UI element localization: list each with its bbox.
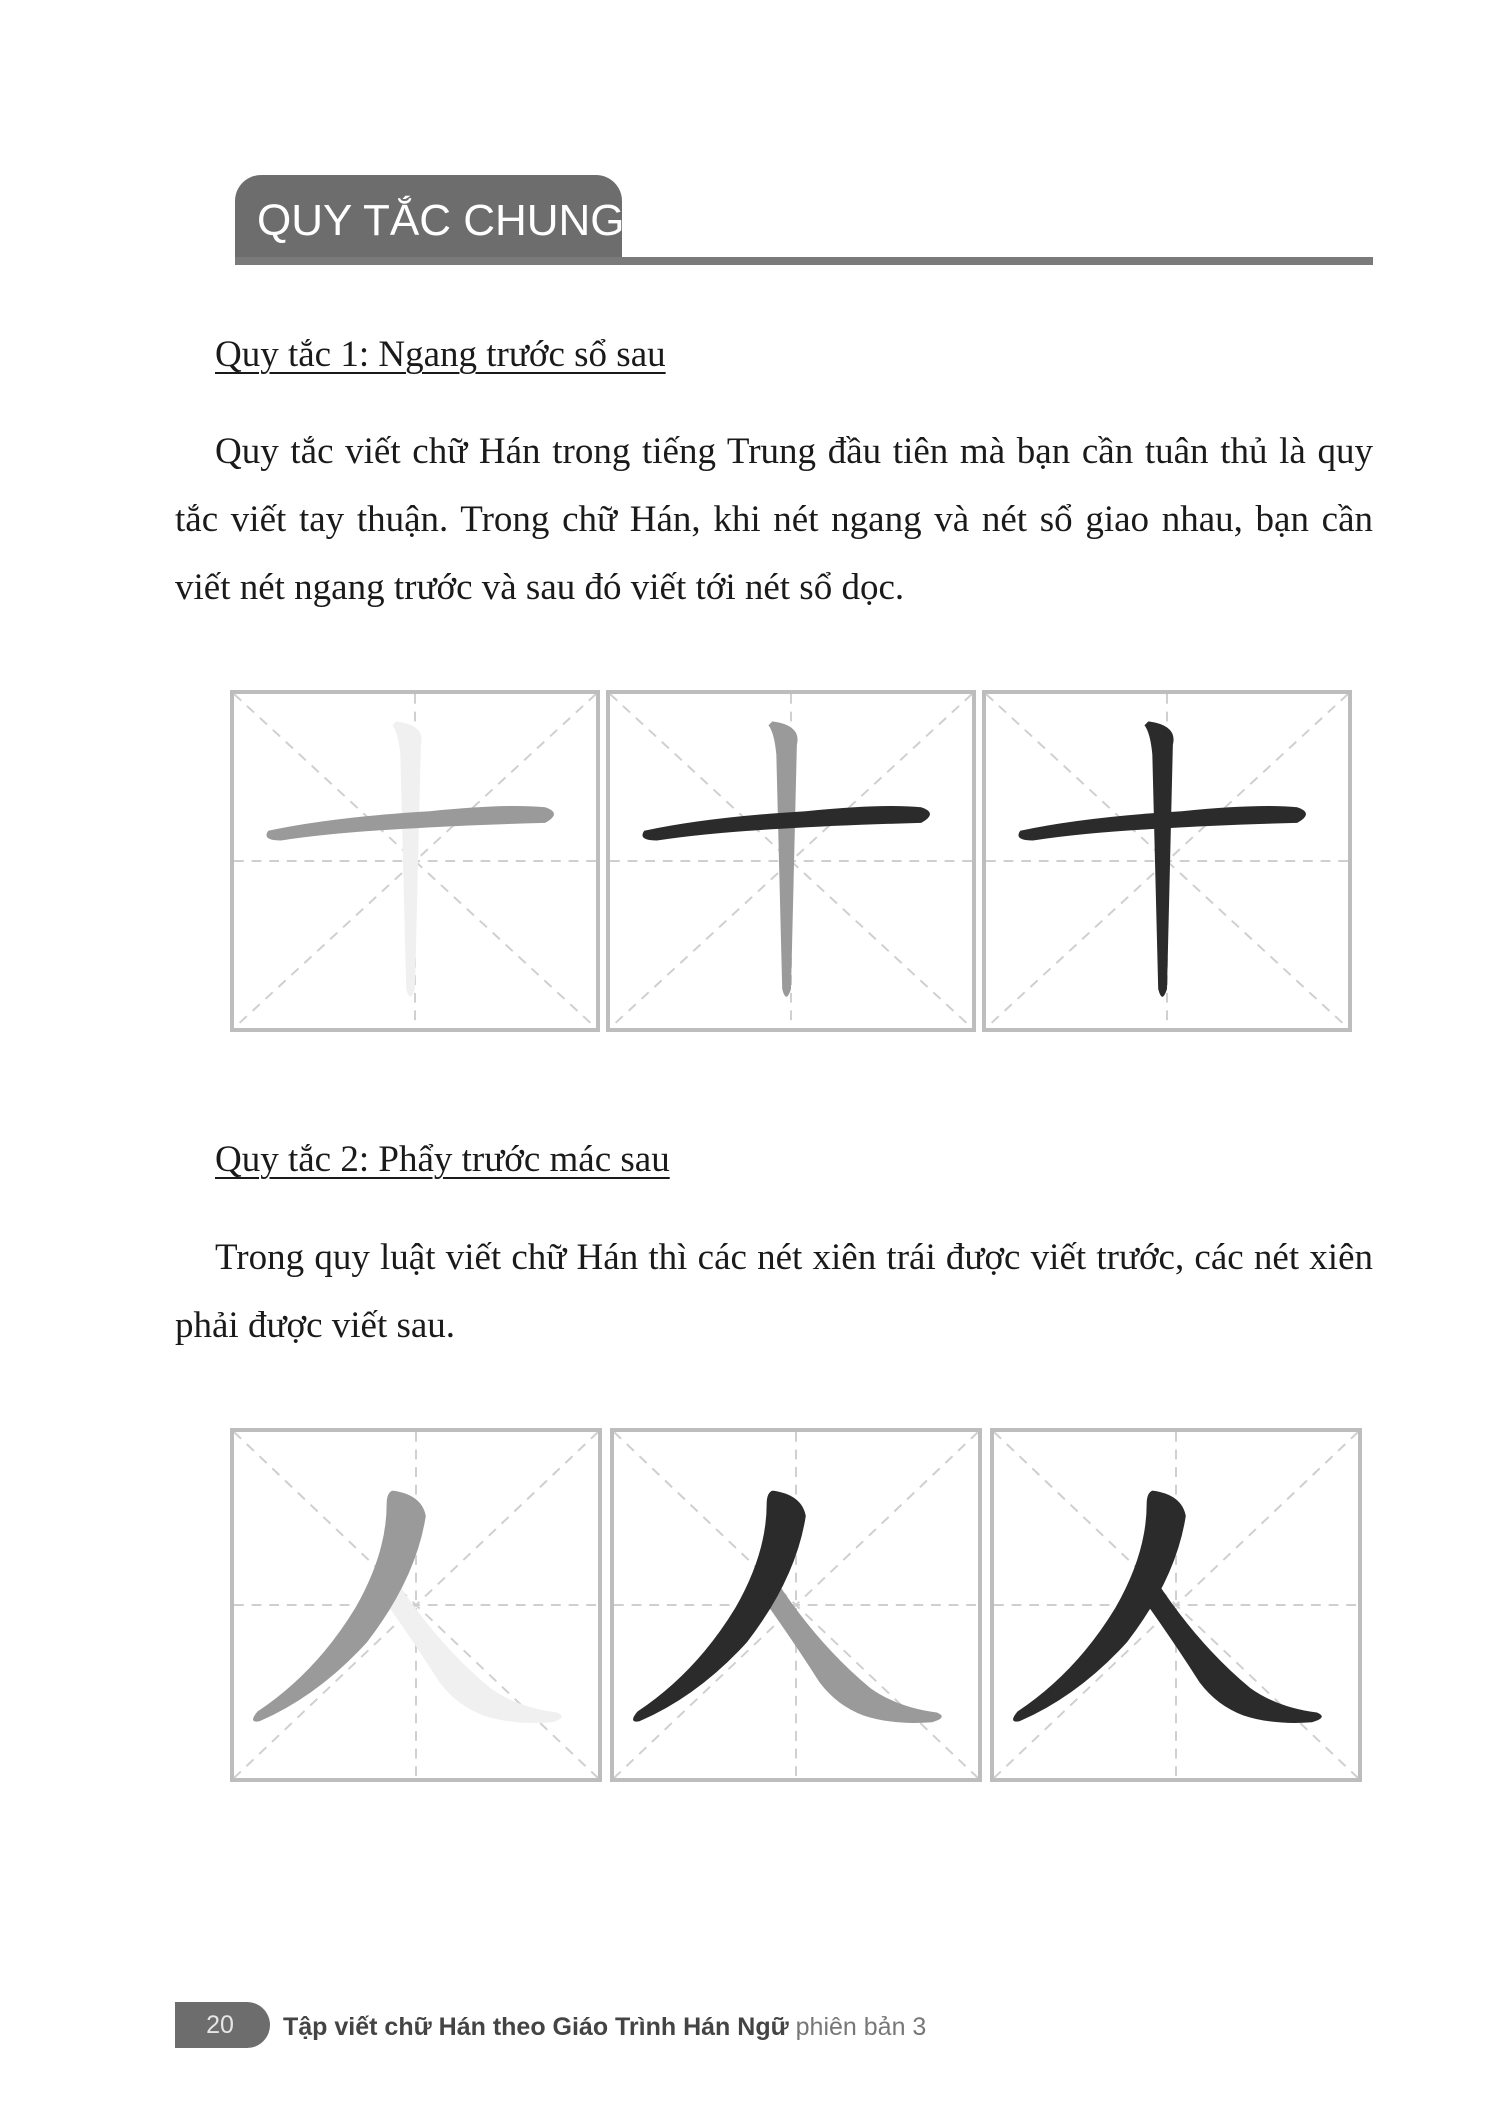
section-header <box>235 175 1373 267</box>
page-number-badge <box>175 2002 270 2048</box>
rule2-paragraph: Trong quy luật viết chữ Hán thì các nét xiên trái được viết trước, các nét xiên phải được viết sau. <box>175 1237 1373 1346</box>
rule2-heading: Quy tắc 2: Phẩy trước mác sau <box>215 1139 670 1180</box>
rule1-step-3-vertical-stroke <box>1144 721 1173 996</box>
rule2-step-2-character <box>614 1432 978 1778</box>
rule2-step-2-cell <box>610 1428 982 1782</box>
guide-lines <box>234 1432 598 1778</box>
section-title: QUY TẮC CHUNG <box>257 196 625 245</box>
rule2-step-1-right-falling-stroke <box>377 1569 562 1723</box>
rule1-step-3-character <box>986 694 1348 1028</box>
guide-lines <box>614 1432 978 1778</box>
rule2-step-3-right-falling-stroke <box>1137 1569 1322 1723</box>
page-number: 20 <box>206 2011 234 2039</box>
rule1-step-2-character <box>610 694 972 1028</box>
rule1-step-2-vertical-stroke <box>768 721 797 996</box>
rule1-paragraph: Quy tắc viết chữ Hán trong tiếng Trung đầu tiên mà bạn cần tuân thủ là quy tắc viết tay thuận. Trong chữ Hán, khi nét ngang và nét sổ giao nhau, bạn cần viết nét ngang trước và sau đó viết tới nét sổ dọc. <box>175 431 1373 608</box>
footer-edition: phiên bản 3 <box>795 2013 927 2041</box>
rule2-step-1-cell <box>230 1428 602 1782</box>
guide-lines <box>994 1432 1358 1778</box>
rule1-step-1-vertical-stroke <box>392 721 421 996</box>
footer-book-title <box>283 2002 926 2048</box>
rule1-step-1-character <box>234 694 596 1028</box>
rule2-step-2-right-falling-stroke <box>757 1569 942 1723</box>
rule1-heading: Quy tắc 1: Ngang trước sổ sau <box>215 334 666 375</box>
rule2-step-3-cell <box>990 1428 1362 1782</box>
rule1-step-3-cell <box>982 690 1352 1032</box>
section-tab <box>235 175 625 263</box>
rule1-step-1-cell <box>230 690 600 1032</box>
rule1-step-2-cell <box>606 690 976 1032</box>
footer-title: Tập viết chữ Hán theo Giáo Trình Hán Ngữ <box>283 2013 789 2041</box>
section-rule <box>235 257 1373 265</box>
rule2-step-1-character <box>234 1432 598 1778</box>
rule2-step-3-character <box>994 1432 1358 1778</box>
